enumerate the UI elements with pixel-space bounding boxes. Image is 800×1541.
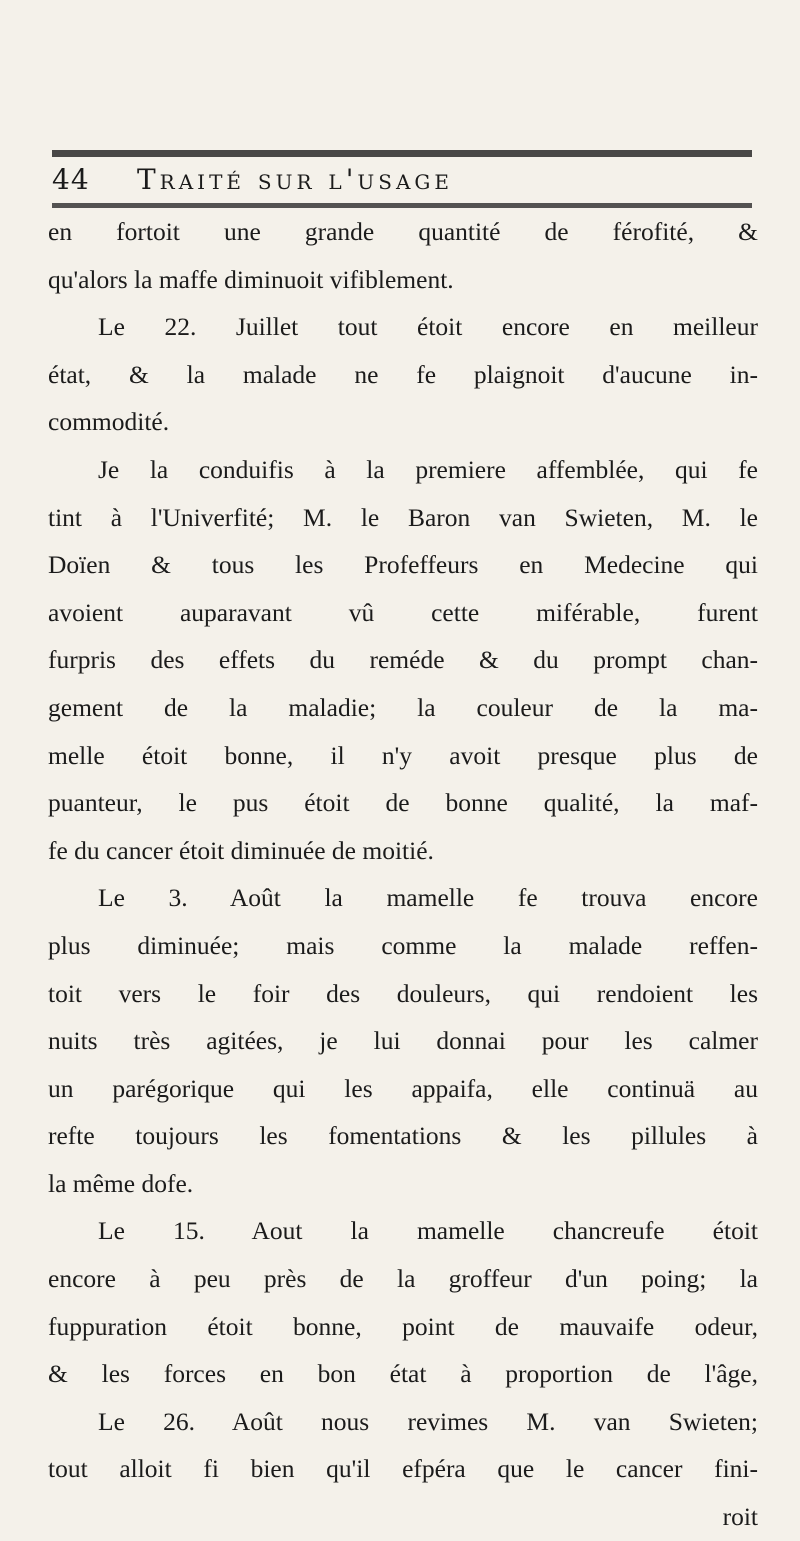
text-line: & les forces en bon état à proportion de l'âge, <box>48 1359 758 1389</box>
text-line: fuppuration étoit bonne, point de mauvaife odeur, <box>48 1311 758 1341</box>
text-line: en fortoit une grande quantité de férofité, & <box>48 217 758 246</box>
text-line: toit vers le foir des douleurs, qui rendoient les <box>48 978 758 1008</box>
header-top-rule <box>52 150 752 157</box>
text-line: avoient auparavant vû cette miférable, furent <box>48 597 758 627</box>
text-line: la même dofe. <box>48 1168 194 1198</box>
text-line: tint à l'Univerfité; M. le Baron van Swieten, M. le <box>48 502 758 532</box>
text-line: encore à peu près de la groffeur d'un poing; la <box>48 1264 758 1294</box>
text-line: refte toujours les fomentations & les pillules à <box>48 1121 758 1151</box>
catchword: roit <box>722 1502 758 1532</box>
page-header <box>52 163 752 203</box>
text-line: qu'alors la maffe diminuoit vifiblement. <box>48 264 454 294</box>
text-line: Je la conduifis à la premiere affemblée, qui fe <box>98 454 758 484</box>
text-line: melle étoit bonne, il n'y avoit presque plus de <box>48 740 758 770</box>
text-line: Le 22. Juillet tout étoit encore en meilleur <box>98 312 758 342</box>
page-number: 44 <box>52 163 90 196</box>
text-line: un parégorique qui les appaifa, elle continuä au <box>48 1073 758 1103</box>
text-line: état, & la malade ne fe plaignoit d'aucune in- <box>48 359 758 389</box>
body-text <box>48 208 758 1541</box>
text-line: furpris des effets du reméde & du prompt chan- <box>48 645 758 675</box>
text-line: plus diminuée; mais comme la malade reffen- <box>48 930 758 960</box>
text-line: Doïen & tous les Profeffeurs en Medecine qui <box>48 550 758 580</box>
text-line: Le 26. Août nous revimes M. van Swieten; <box>98 1406 758 1436</box>
text-line: Le 15. Aout la mamelle chancreufe étoit <box>98 1216 758 1246</box>
text-line: nuits très agitées, je lui donnai pour les calmer <box>48 1026 758 1056</box>
text-line: Le 3. Août la mamelle fe trouva encore <box>98 883 758 913</box>
text-line: tout alloit fi bien qu'il efpéra que le cancer fini- <box>48 1454 758 1484</box>
text-line: gement de la maladie; la couleur de la ma- <box>48 692 758 722</box>
text-line: puanteur, le pus étoit de bonne qualité, la maf- <box>48 788 758 818</box>
text-line: fe du cancer étoit diminuée de moitié. <box>48 835 434 865</box>
running-title: Traité sur l'usage <box>137 163 453 196</box>
text-line: commodité. <box>48 407 170 437</box>
